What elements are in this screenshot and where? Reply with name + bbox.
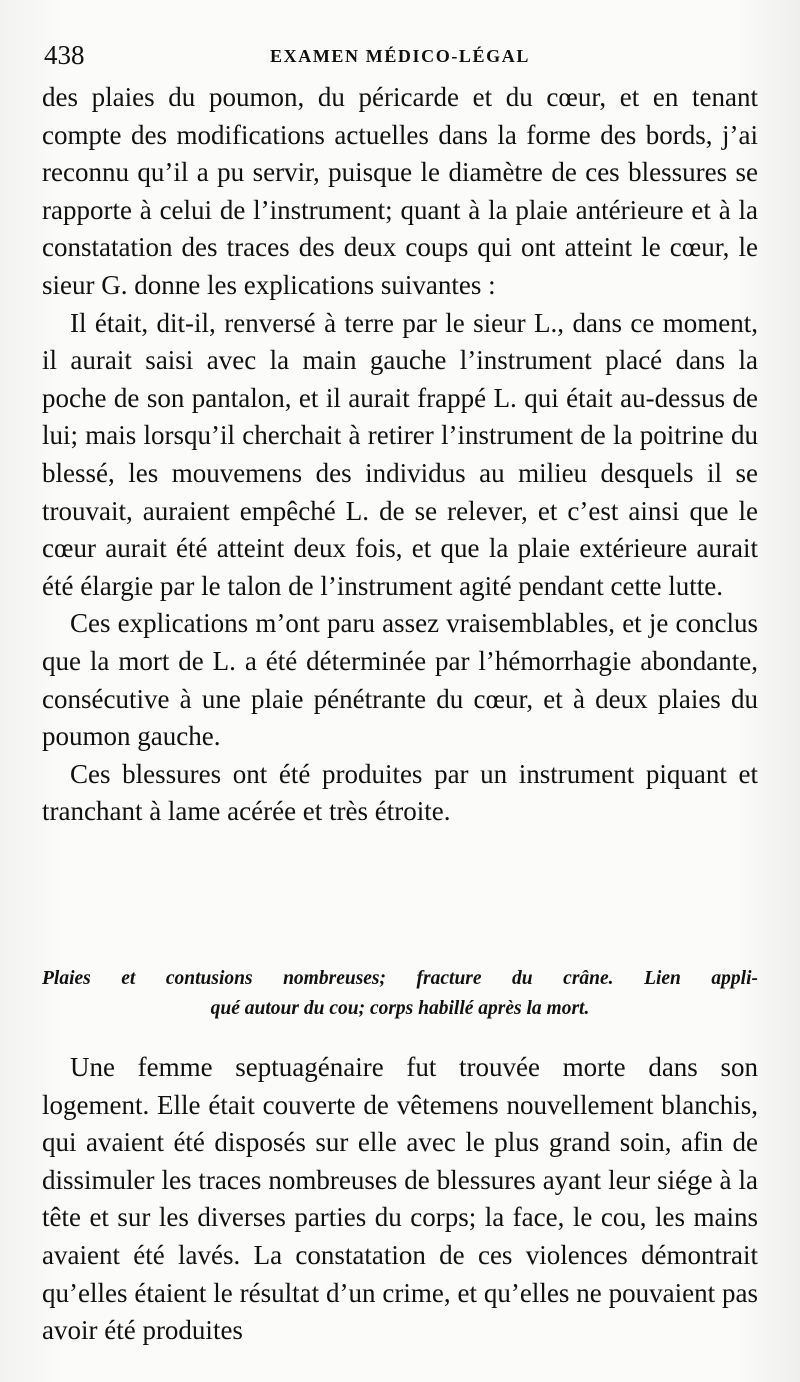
running-title: EXAMEN MÉDICO-LÉGAL <box>270 46 530 66</box>
section-heading <box>42 964 758 1024</box>
paragraph-case-description: Une femme septuagénaire fut trouvée morte dans son logement. Elle était couverte de vêtemens nouvellement blanchis, qui avaient été disposés sur elle avec le plus grand soin, afin de dissimuler les traces nombreuses de blessures ayant leur siége à la tête et sur les diverses parties du corps; la face, le cou, les mains avaient été lavés. La constatation de ces violences démontrait qu’elles étaient le résultat d’un crime, et qu’elles ne pouvaient pas avoir été produites <box>42 1052 758 1346</box>
paragraph-continuation: des plaies du poumon, du péricarde et du cœur, et en tenant compte des modifications actuelles dans la forme des bords, j’ai reconnu qu’il a pu servir, puisque le diamètre de ces blessures se rapporte à celui de l’instrument; quant à la plaie antérieure et à la constatation des traces des deux coups qui ont atteint le cœur, le sieur G. donne les explications suivantes : <box>42 82 758 300</box>
section-heading-line-2: qué autour du cou; corps habillé après la mort. <box>210 998 590 1019</box>
paragraph-instrument: Ces blessures ont été produites par un instrument piquant et tranchant à lame acérée et très étroite. <box>42 758 758 827</box>
section-heading-line-1: Plaies et contusions nombreuses; fracture du crâne. Lien appli- <box>42 968 758 989</box>
body-text-section-2 <box>42 1049 758 1350</box>
running-head <box>44 40 756 80</box>
paragraph-conclusion: Ces explications m’ont paru assez vraisemblables, et je conclus que la mort de L. a été déterminée par l’hémorrhagie abondante, consécutive à une plaie pénétrante du cœur, et à deux plaies du poumon gauche. <box>42 608 758 752</box>
paragraph-explanation: Il était, dit-il, renversé à terre par le sieur L., dans ce moment, il aurait saisi avec la main gauche l’instrument placé dans la poche de son pantalon, et il aurait frappé L. qui était au-dessus de lui; mais lorsqu’il cherchait à retirer l’instrument de la poitrine du blessé, les mouvemens des individus au milieu desquels il se trouvait, auraient empêché L. de se relever, et c’est ainsi que le cœur aurait été atteint deux fois, et que la plaie extérieure aurait été élargie par le talon de l’instrument agité pendant cette lutte. <box>42 307 758 601</box>
page-number: 438 <box>44 40 85 70</box>
body-text-section-1 <box>42 79 758 831</box>
